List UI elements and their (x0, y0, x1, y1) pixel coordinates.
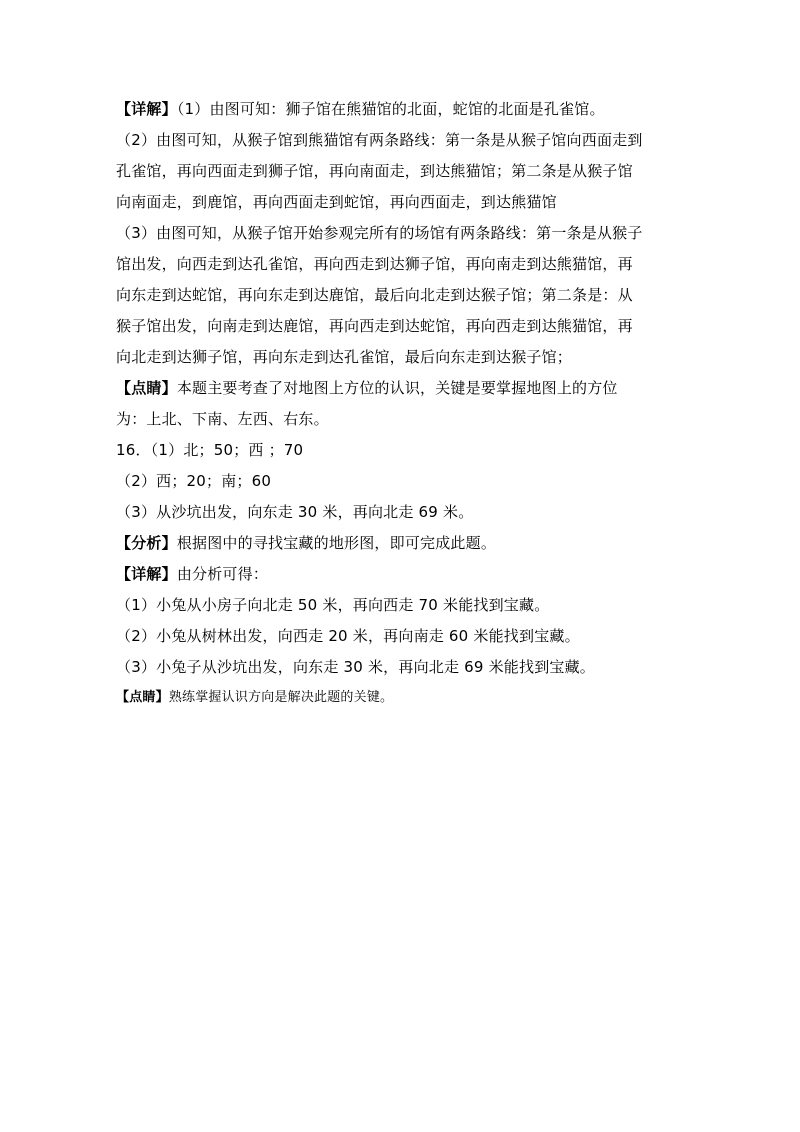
line-text: 向南面走，到鹿馆，再向西面走到蛇馆，再向西面走，到达熊猫馆 (116, 193, 557, 211)
text-line (116, 249, 696, 280)
line-text: （1）小兔从小房子向北走 50 米，再向西走 70 米能找到宝藏。 (116, 596, 550, 614)
text-line (116, 187, 696, 218)
text-line (116, 218, 696, 249)
text-line (116, 435, 696, 466)
text-line (116, 497, 696, 528)
answer-text-block (116, 94, 696, 712)
text-line (116, 311, 696, 342)
line-text: 向东走到达蛇馆，再向东走到达鹿馆，最后向北走到达猴子馆；第二条是：从 (116, 286, 633, 304)
text-line (116, 590, 696, 621)
line-text: （3）小兔子从沙坑出发，向东走 30 米，再向北走 69 米能找到宝藏。 (116, 658, 595, 676)
text-line (116, 404, 696, 435)
line-text: 向北走到达狮子馆，再向东走到达孔雀馆，最后向东走到达猴子馆； (116, 348, 573, 366)
line-text: （2）由图可知，从猴子馆到熊猫馆有两条路线：第一条是从猴子馆向西面走到 (116, 131, 643, 149)
text-line (116, 94, 696, 125)
text-line (116, 621, 696, 652)
section-tag: 【点睛】 (116, 379, 177, 397)
line-text: 本题主要考查了对地图上方位的认识，关键是要掌握地图上的方位 (176, 379, 618, 397)
text-line (116, 683, 696, 712)
text-line (116, 528, 696, 559)
line-text: （3）从沙坑出发，向东走 30 米，再向北走 69 米。 (116, 503, 474, 521)
line-text: 由分析可得： (176, 565, 269, 583)
line-text: 根据图中的寻找宝藏的地形图，即可完成此题。 (176, 534, 497, 552)
text-line (116, 156, 696, 187)
section-tag: 【详解】 (116, 565, 177, 583)
line-text: 馆出发，向西走到达孔雀馆，再向西走到达狮子馆，再向南走到达熊猫馆，再 (116, 255, 633, 273)
line-text: （3）由图可知，从猴子馆开始参观完所有的场馆有两条路线：第一条是从猴子 (116, 224, 643, 242)
line-text: （1）由图可知：狮子馆在熊猫馆的北面，蛇馆的北面是孔雀馆。 (176, 100, 605, 118)
text-line (116, 373, 696, 404)
line-text: （2）西；20；南；60 (116, 472, 272, 490)
line-text: 16．（1）北；50；西 ；70 (116, 441, 304, 459)
text-line (116, 652, 696, 683)
text-line (116, 125, 696, 156)
text-line (116, 280, 696, 311)
section-tag: 【分析】 (116, 534, 177, 552)
line-text: 熟练掌握认识方向是解决此题的关键。 (168, 690, 394, 705)
line-text: 猴子馆出发，向南走到达鹿馆，再向西走到达蛇馆，再向西走到达熊猫馆，再 (116, 317, 633, 335)
line-text: （2）小兔从树林出发，向西走 20 米，再向南走 60 米能找到宝藏。 (116, 627, 580, 645)
text-line (116, 559, 696, 590)
section-tag: 【详解】 (116, 100, 177, 118)
section-tag: 【点睛】 (116, 690, 169, 705)
text-line (116, 466, 696, 497)
line-text: 孔雀馆，再向西面走到狮子馆，再向南面走，到达熊猫馆；第二条是从猴子馆 (116, 162, 633, 180)
text-line (116, 342, 696, 373)
line-text: 为：上北、下南、左西、右东。 (116, 410, 329, 428)
